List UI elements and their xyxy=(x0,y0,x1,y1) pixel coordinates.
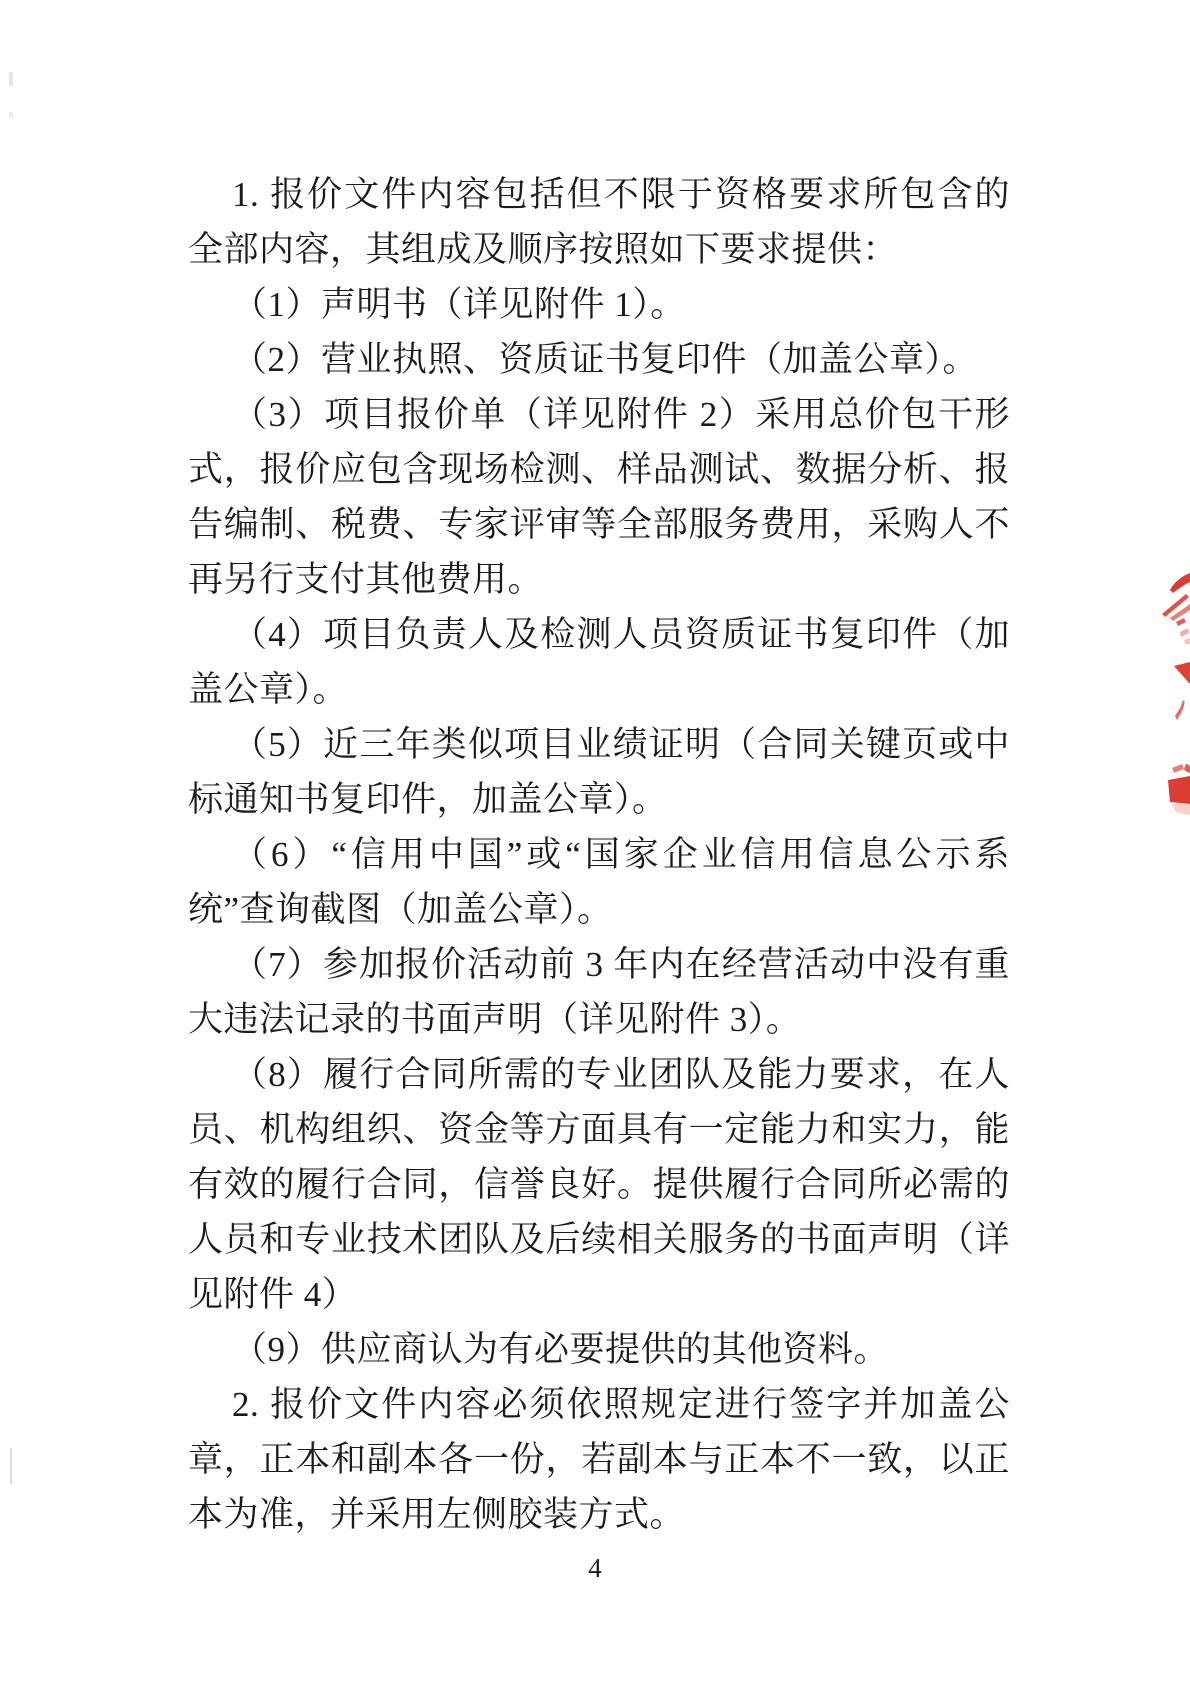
paragraph-6: （5）近三年类似项目业绩证明（合同关键页或中标通知书复印件，加盖公章）。 xyxy=(188,725,1010,819)
paragraph-3: （2）营业执照、资质证书复印件（加盖公章）。 xyxy=(232,340,979,379)
scan-artifact-line xyxy=(10,1448,12,1484)
document-body-text xyxy=(188,167,1010,1542)
paragraph-2: （1）声明书（详见附件 1）。 xyxy=(232,285,686,324)
scan-artifact-speck xyxy=(9,72,13,86)
red-stamp-fragment-icon xyxy=(1146,552,1190,822)
paragraph-4: （3）项目报价单（详见附件 2）采用总价包干形式，报价应包含现场检测、样品测试、数据分析、报告编制、税费、专家评审等全部服务费用，采购人不再另行支付其他费用。 xyxy=(188,395,1010,599)
paragraph-9: （8）履行合同所需的专业团队及能力要求，在人员、机构组织、资金等方面具有一定能力和实力，能有效的履行合同，信誉良好。提供履行合同所必需的人员和专业技术团队及后续相关服务的书面声明（详见附件 4） xyxy=(188,1055,1010,1314)
paragraph-8: （7）参加报价活动前 3 年内在经营活动中没有重大违法记录的书面声明（详见附件 3）。 xyxy=(188,945,1010,1039)
paragraph-1: 1. 报价文件内容包括但不限于资格要求所包含的全部内容，其组成及顺序按照如下要求提供： xyxy=(188,175,1010,269)
paragraph-5: （4）项目负责人及检测人员资质证书复印件（加盖公章）。 xyxy=(188,615,1010,709)
page-number: 4 xyxy=(588,1553,602,1583)
paragraph-10: （9）供应商认为有必要提供的其他资料。 xyxy=(232,1330,890,1369)
paragraph-11: 2. 报价文件内容必须依照规定进行签字并加盖公章，正本和副本各一份，若副本与正本不一致，以正本为准，并采用左侧胶装方式。 xyxy=(188,1385,1010,1534)
scan-artifact-speck xyxy=(9,112,13,118)
paragraph-7: （6）“信用中国”或“国家企业信用信息公示系统”查询截图（加盖公章）。 xyxy=(188,835,1010,929)
